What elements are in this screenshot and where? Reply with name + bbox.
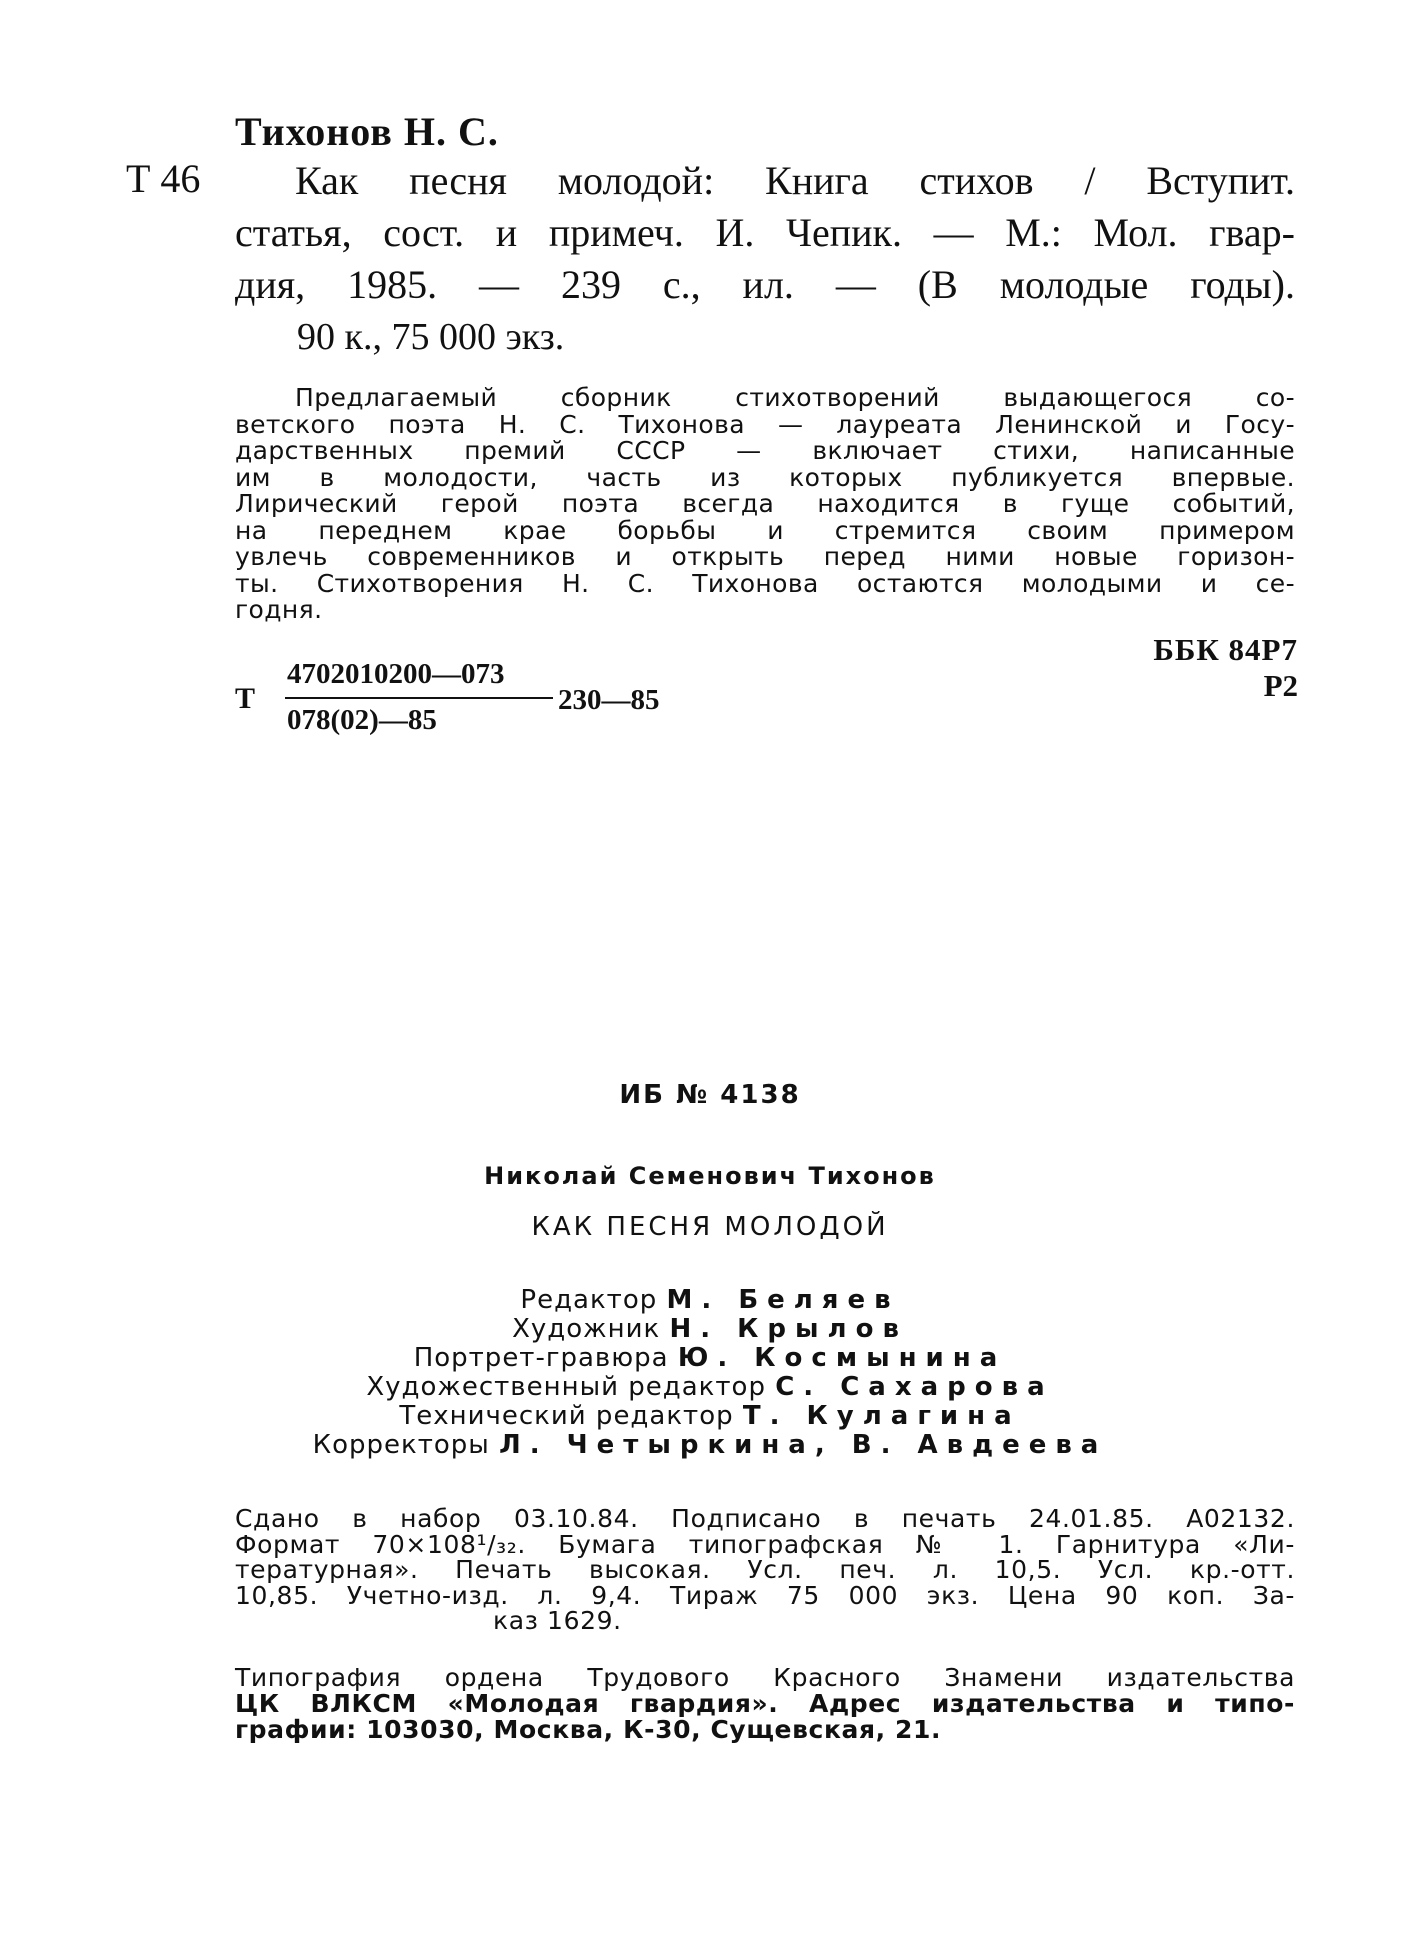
author-heading: Тихонов Н. С. (235, 109, 499, 154)
annotation-line: увлечь современников и открыть перед ними новые горизон- (235, 542, 1295, 571)
credit-line (0, 1431, 1420, 1460)
credit-name: Н. Крылов (669, 1314, 908, 1344)
annotation-line: Лирический герой поэта всегда находится в гуще событий, (235, 489, 1295, 518)
credit-name: Ю. Космынина (677, 1343, 1007, 1373)
credit-role: Корректоры (312, 1430, 490, 1460)
author-full-name: Николай Семенович Тихонов (484, 1162, 936, 1190)
printer-line: графии: 103030, Москва, К-30, Сущевская, 21. (235, 1715, 942, 1744)
fraction-line (285, 697, 553, 699)
credit-name: Т. Кулагина (742, 1401, 1021, 1431)
credit-line (0, 1373, 1420, 1402)
bib-line: дия, 1985. — 239 с., ил. — (В молодые годы). (235, 262, 1295, 307)
credit-role: Технический редактор (399, 1401, 734, 1431)
code-letter: Т (235, 682, 256, 715)
code-numerator: 4702010200—073 (287, 658, 505, 690)
code-suffix: 230—85 (558, 684, 660, 716)
annotation-line: дарственных премий СССР — включает стихи, написанные (235, 436, 1295, 465)
credit-role: Художественный редактор (366, 1372, 766, 1402)
annotation-line: ты. Стихотворения Н. С. Тихонова остаются молодыми и се- (235, 568, 1295, 598)
printer-line: Типография ордена Трудового Красного Знамени издательства (235, 1663, 1295, 1692)
annotation-line: ветского поэта Н. С. Тихонова — лауреата Ленинской и Госу- (235, 409, 1295, 439)
production-line: каз 1629. (493, 1606, 622, 1635)
bib-line: статья, сост. и примеч. И. Чепик. — М.: Мол. гвар- (235, 210, 1295, 255)
credit-name: Л. Четыркина, В. Авдеева (499, 1430, 1108, 1460)
bbk-subcode: Р2 (1263, 668, 1298, 703)
credit-line (0, 1402, 1420, 1431)
annotation-line: Предлагаемый сборник стихотворений выдающегося со- (295, 383, 1295, 412)
credit-line (0, 1286, 1420, 1315)
credit-role: Редактор (520, 1285, 658, 1315)
printer-info (235, 1665, 1295, 1743)
book-title: КАК ПЕСНЯ МОЛОДОЙ (531, 1212, 889, 1242)
annotation-line: им в молодости, часть из которых публикуется впервые. (235, 462, 1295, 492)
annotation (235, 385, 1295, 624)
annotation-line: годня. (235, 595, 323, 624)
printer-line: ЦК ВЛКСМ «Молодая гвардия». Адрес издательства и типо- (235, 1689, 1295, 1718)
catalog-index: Т 46 (126, 156, 201, 201)
code-denominator: 078(02)—85 (287, 704, 437, 736)
ib-number: ИБ № 4138 (619, 1080, 801, 1110)
bib-line: Как песня молодой: Книга стихов / Вступит. (295, 158, 1295, 203)
credit-line (0, 1315, 1420, 1344)
price-and-print-run: 90 к., 75 000 экз. (297, 316, 565, 358)
credit-line (0, 1344, 1420, 1373)
credit-role: Художник (512, 1314, 661, 1344)
production-line: тературная». Печать высокая. Усл. печ. л. 10,5. Усл. кр.-отт. (235, 1555, 1295, 1584)
credit-role: Портрет-гравюра (413, 1343, 669, 1373)
production-line: Формат 70×108¹/₃₂. Бумага типографская № 1. Гарнитура «Ли- (235, 1529, 1295, 1559)
production-details (235, 1506, 1295, 1634)
credit-name: С. Сахарова (775, 1372, 1054, 1402)
bbk-code: ББК 84Р7 (1153, 632, 1298, 667)
production-line: 10,85. Учетно-изд. л. 9,4. Тираж 75 000 экз. Цена 90 коп. За- (235, 1580, 1295, 1610)
annotation-line: на переднем крае борьбы и стремится своим примером (235, 515, 1295, 545)
production-line: Сдано в набор 03.10.84. Подписано в печать 24.01.85. А02132. (235, 1504, 1295, 1533)
credit-name: М. Беляев (666, 1285, 900, 1315)
bibliographic-description (235, 155, 1295, 311)
